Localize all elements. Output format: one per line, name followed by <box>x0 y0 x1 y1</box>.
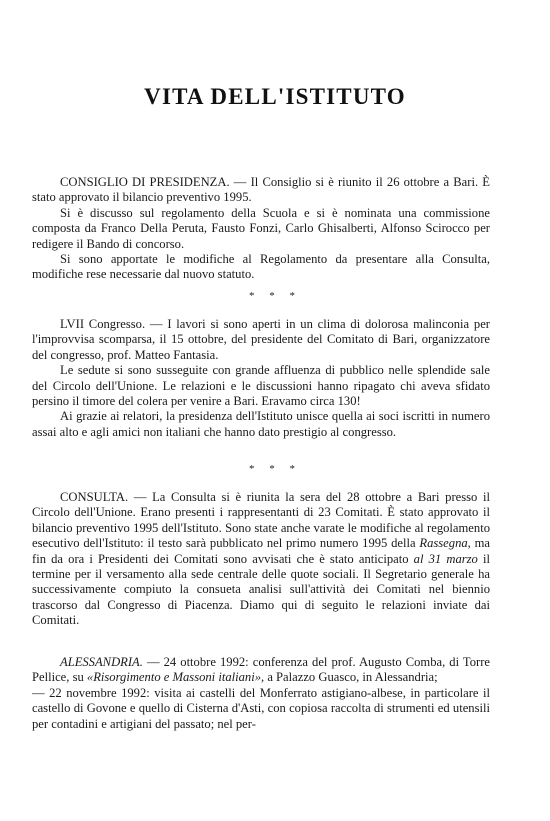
paragraph: Le sedute si sono susseguite con grande affluenza di pubblico nelle splendide sale del Circolo dell'Unione. Le relazioni e le discussioni hanno ripagato chi aveva sfidato persino il timore del colera per venire a Bari. Eravamo circa 130! <box>32 363 490 409</box>
paragraph-text: — La Consulta si è riunita la sera del 28 ottobre a Bari presso il Circolo dell'Unione. Erano presenti i rappresentanti di 23 Comitati. È stato approvato il bilancio preventivo 1995 dell'Istituto. Sono state anche varate le modifiche al regolamento esecutivo dell'Istituto: il testo sarà pubblicato nel primo numero 1995 della <box>32 490 490 551</box>
paragraph-text: il termine per il versamento alla sede centrale delle quote sociali. Il Segretario generale ha successivamente compiuto la consueta analisi sull'attività dei Comitati nel biennio trascorso dal Congresso di Piacenza. Diamo qui di seguito le relazioni inviate dai Comitati. <box>32 551 491 628</box>
paragraph: — 22 novembre 1992: visita ai castelli del Monferrato astigiano-albese, in particolare il castello di Govone e quello di Cisterna d'Asti, con copiosa raccolta di strumenti ed utensili per contadini e artigiani del passato; nel per- <box>32 685 490 731</box>
paragraph <box>32 655 490 686</box>
section-heading: CONSULTA. <box>60 490 129 504</box>
paragraph-text: — Il Consiglio si è riunito il 26 ottobre a Bari. È stato approvato il bilancio preventivo 1995. <box>32 175 490 205</box>
paragraph-text: — 24 ottobre 1992: conferenza del prof. Augusto Comba, di Torre Pellice, su <box>32 655 490 685</box>
conference-title: «Risorgimento e Massoni italiani» <box>86 670 262 685</box>
section-consulta <box>32 490 490 629</box>
paragraph-text: — I lavori si sono aperti in un clima di dolorosa malinconia per l'improvvisa scomparsa, il 15 ottobre, del presidente del Comitato di Bari, organizzatore del congresso, prof. Matteo Fantasia. <box>32 317 490 362</box>
paragraph <box>32 490 490 629</box>
paragraph-text: , a Palazzo Guasco, in Alessandria; <box>261 670 438 685</box>
paragraph <box>32 317 490 363</box>
paragraph: Ai grazie ai relatori, la presidenza dell'Istituto unisce quella ai soci iscritti in numero assai alto e agli amici non italiani che hanno dato prestigio al congresso. <box>32 409 490 439</box>
section-consiglio-di-presidenza <box>32 175 490 283</box>
rassegna-italic: Rassegna <box>419 536 468 551</box>
date-italic: al 31 marzo <box>413 551 478 566</box>
section-congresso <box>32 317 490 440</box>
section-separator: * * * <box>249 290 301 302</box>
section-heading: CONSIGLIO DI PRESIDENZA. <box>60 175 230 189</box>
page-title: VITA DELL'ISTITUTO <box>144 84 406 109</box>
section-separator: * * * <box>249 463 301 475</box>
paragraph-text: , ma fin da ora i Presidenti dei Comitati sono avvisati che è stato anticipato <box>32 536 490 566</box>
paragraph <box>32 175 490 206</box>
section-heading: ALESSANDRIA. <box>60 655 143 669</box>
paragraph: Si sono apportate le modifiche al Regolamento da presentare alla Consulta, modifiche rese necessarie dal nuovo statuto. <box>32 252 490 282</box>
section-alessandria <box>32 655 490 732</box>
paragraph: Si è discusso sul regolamento della Scuola e si è nominata una commissione composta da Franco Della Peruta, Fausto Fonzi, Carlo Ghisalberti, Alfonso Scirocco per redigere il Bando di concorso. <box>32 205 490 251</box>
section-heading: LVII Congresso. <box>60 317 146 331</box>
